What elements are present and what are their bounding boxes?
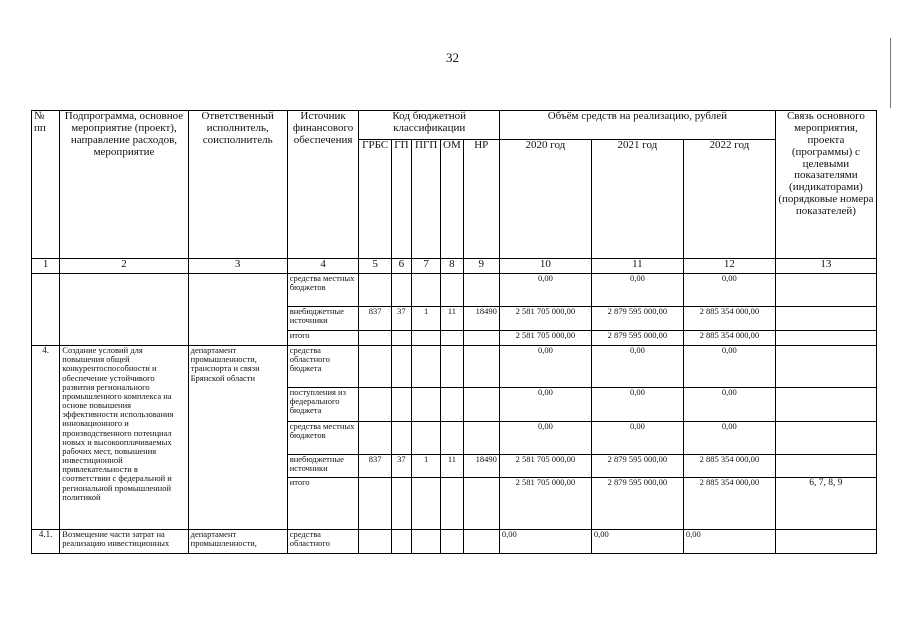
pgp-cell: 1 (412, 307, 441, 331)
amount-2021-cell: 2 879 595 000,00 (591, 455, 683, 478)
link-cell (775, 274, 876, 307)
grbs-cell (359, 422, 391, 455)
gp-cell: 37 (391, 455, 411, 478)
table-row (32, 346, 877, 388)
header-pgp: ПГП (412, 140, 441, 259)
column-number: 11 (591, 259, 683, 274)
amount-2020-cell: 2 581 705 000,00 (499, 307, 591, 331)
page-number: 32 (446, 50, 459, 65)
column-number: 9 (463, 259, 499, 274)
nr-cell: 18490 (463, 455, 499, 478)
header-program: Подпрограмма, основное мероприятие (проект), направление расходов, мероприятие (60, 111, 188, 259)
column-number: 5 (359, 259, 391, 274)
source-cell: средства местных бюджетов (287, 274, 359, 307)
link-cell (775, 346, 876, 388)
amount-2020-cell: 2 581 705 000,00 (499, 478, 591, 530)
header-link: Связь основного мероприятия, проекта (программы) с целевыми показателями (индикаторами) (порядковые номера показателей) (775, 111, 876, 259)
nr-cell (463, 331, 499, 346)
grbs-cell (359, 530, 391, 554)
table-row (32, 530, 877, 554)
amount-2021-cell: 2 879 595 000,00 (591, 307, 683, 331)
source-cell: поступления из федерального бюджета (287, 388, 359, 422)
amount-2020-cell: 2 581 705 000,00 (499, 455, 591, 478)
amount-2020-cell: 0,00 (499, 388, 591, 422)
header-volume: Объём средств на реализацию, рублей (499, 111, 775, 140)
nr-cell (463, 530, 499, 554)
om-cell (441, 422, 463, 455)
gp-cell (391, 388, 411, 422)
program-cell (60, 274, 188, 346)
header-grbs: ГРБС (359, 140, 391, 259)
grbs-cell (359, 274, 391, 307)
amount-2020-cell: 0,00 (499, 274, 591, 307)
nr-cell (463, 346, 499, 388)
pgp-cell (412, 478, 441, 530)
grbs-cell: 837 (359, 455, 391, 478)
column-number: 2 (60, 259, 188, 274)
link-cell (775, 422, 876, 455)
amount-2021-cell: 2 879 595 000,00 (591, 331, 683, 346)
amount-2020-cell: 0,00 (499, 422, 591, 455)
column-number: 4 (287, 259, 359, 274)
amount-2021-cell: 0,00 (591, 388, 683, 422)
pgp-cell: 1 (412, 455, 441, 478)
om-cell: 11 (441, 307, 463, 331)
amount-2022-cell: 0,00 (683, 422, 775, 455)
pgp-cell (412, 422, 441, 455)
nr-cell (463, 478, 499, 530)
header-budget-code: Код бюджетной классификации (359, 111, 499, 140)
amount-2020-cell: 0,00 (499, 530, 591, 554)
amount-2022-cell: 2 885 354 000,00 (683, 307, 775, 331)
nr-cell (463, 274, 499, 307)
amount-2022-cell: 0,00 (683, 530, 775, 554)
header-num: № пп (32, 111, 60, 259)
executor-cell: департамент промышленности, (188, 530, 287, 554)
link-cell: 6, 7, 8, 9 (775, 478, 876, 530)
source-cell: средства областного (287, 530, 359, 554)
nr-cell (463, 388, 499, 422)
gp-cell (391, 331, 411, 346)
gp-cell (391, 478, 411, 530)
om-cell (441, 388, 463, 422)
grbs-cell (359, 346, 391, 388)
header-2022: 2022 год (683, 140, 775, 259)
column-number: 7 (412, 259, 441, 274)
gp-cell: 37 (391, 307, 411, 331)
amount-2021-cell: 2 879 595 000,00 (591, 478, 683, 530)
row-num-cell (32, 274, 60, 346)
source-cell: средства областного бюджета (287, 346, 359, 388)
header-2020: 2020 год (499, 140, 591, 259)
link-cell (775, 530, 876, 554)
row-num-cell: 4. (32, 346, 60, 530)
header-2021: 2021 год (591, 140, 683, 259)
grbs-cell: 837 (359, 307, 391, 331)
header-executor: Ответственный исполнитель, соисполнитель (188, 111, 287, 259)
amount-2022-cell: 0,00 (683, 274, 775, 307)
amount-2022-cell: 2 885 354 000,00 (683, 331, 775, 346)
header-source: Источник финансового обеспечения (287, 111, 359, 259)
column-number: 3 (188, 259, 287, 274)
program-cell: Возмещение части затрат на реализацию инвестиционных (60, 530, 188, 554)
pgp-cell (412, 331, 441, 346)
amount-2022-cell: 0,00 (683, 388, 775, 422)
pgp-cell (412, 346, 441, 388)
grbs-cell (359, 331, 391, 346)
om-cell (441, 530, 463, 554)
column-number: 13 (775, 259, 876, 274)
budget-table (31, 110, 877, 554)
column-number: 8 (441, 259, 463, 274)
amount-2021-cell: 0,00 (591, 422, 683, 455)
source-cell: итого (287, 331, 359, 346)
amount-2021-cell: 0,00 (591, 346, 683, 388)
om-cell (441, 274, 463, 307)
header-gp: ГП (391, 140, 411, 259)
row-num-cell: 4.1. (32, 530, 60, 554)
amount-2022-cell: 0,00 (683, 346, 775, 388)
amount-2020-cell: 2 581 705 000,00 (499, 331, 591, 346)
column-number: 6 (391, 259, 411, 274)
source-cell: внебюджетные источники (287, 455, 359, 478)
amount-2021-cell: 0,00 (591, 274, 683, 307)
link-cell (775, 455, 876, 478)
column-number: 1 (32, 259, 60, 274)
header-nr: НР (463, 140, 499, 259)
link-cell (775, 307, 876, 331)
amount-2020-cell: 0,00 (499, 346, 591, 388)
link-cell (775, 388, 876, 422)
column-number: 12 (683, 259, 775, 274)
gp-cell (391, 422, 411, 455)
om-cell (441, 478, 463, 530)
grbs-cell (359, 388, 391, 422)
header-row-1 (32, 111, 877, 140)
executor-cell (188, 274, 287, 346)
gp-cell (391, 274, 411, 307)
header-om: ОМ (441, 140, 463, 259)
pgp-cell (412, 530, 441, 554)
pgp-cell (412, 388, 441, 422)
om-cell: 11 (441, 455, 463, 478)
scan-edge-line (890, 38, 891, 108)
link-cell (775, 331, 876, 346)
table-row (32, 274, 877, 307)
nr-cell (463, 422, 499, 455)
gp-cell (391, 346, 411, 388)
om-cell (441, 346, 463, 388)
column-number: 10 (499, 259, 591, 274)
amount-2021-cell: 0,00 (591, 530, 683, 554)
pgp-cell (412, 274, 441, 307)
nr-cell: 18490 (463, 307, 499, 331)
om-cell (441, 331, 463, 346)
executor-cell: департамент промышленности, транспорта и связи Брянской области (188, 346, 287, 530)
grbs-cell (359, 478, 391, 530)
amount-2022-cell: 2 885 354 000,00 (683, 455, 775, 478)
source-cell: внебюджетные источники (287, 307, 359, 331)
gp-cell (391, 530, 411, 554)
program-cell: Создание условий для повышения общей конкурентоспособности и обеспечение устойчивого развития регионального промышленного комплекса на основе повышения эффективности использования инновационного и производственного потенциал новых и высокооплачиваемых рабочих мест, повышения инвестиционной привлекательности в соответствии с федеральной и региональной промышленной политикой (60, 346, 188, 530)
amount-2022-cell: 2 885 354 000,00 (683, 478, 775, 530)
column-number-row (32, 259, 877, 274)
source-cell: итого (287, 478, 359, 530)
source-cell: средства местных бюджетов (287, 422, 359, 455)
